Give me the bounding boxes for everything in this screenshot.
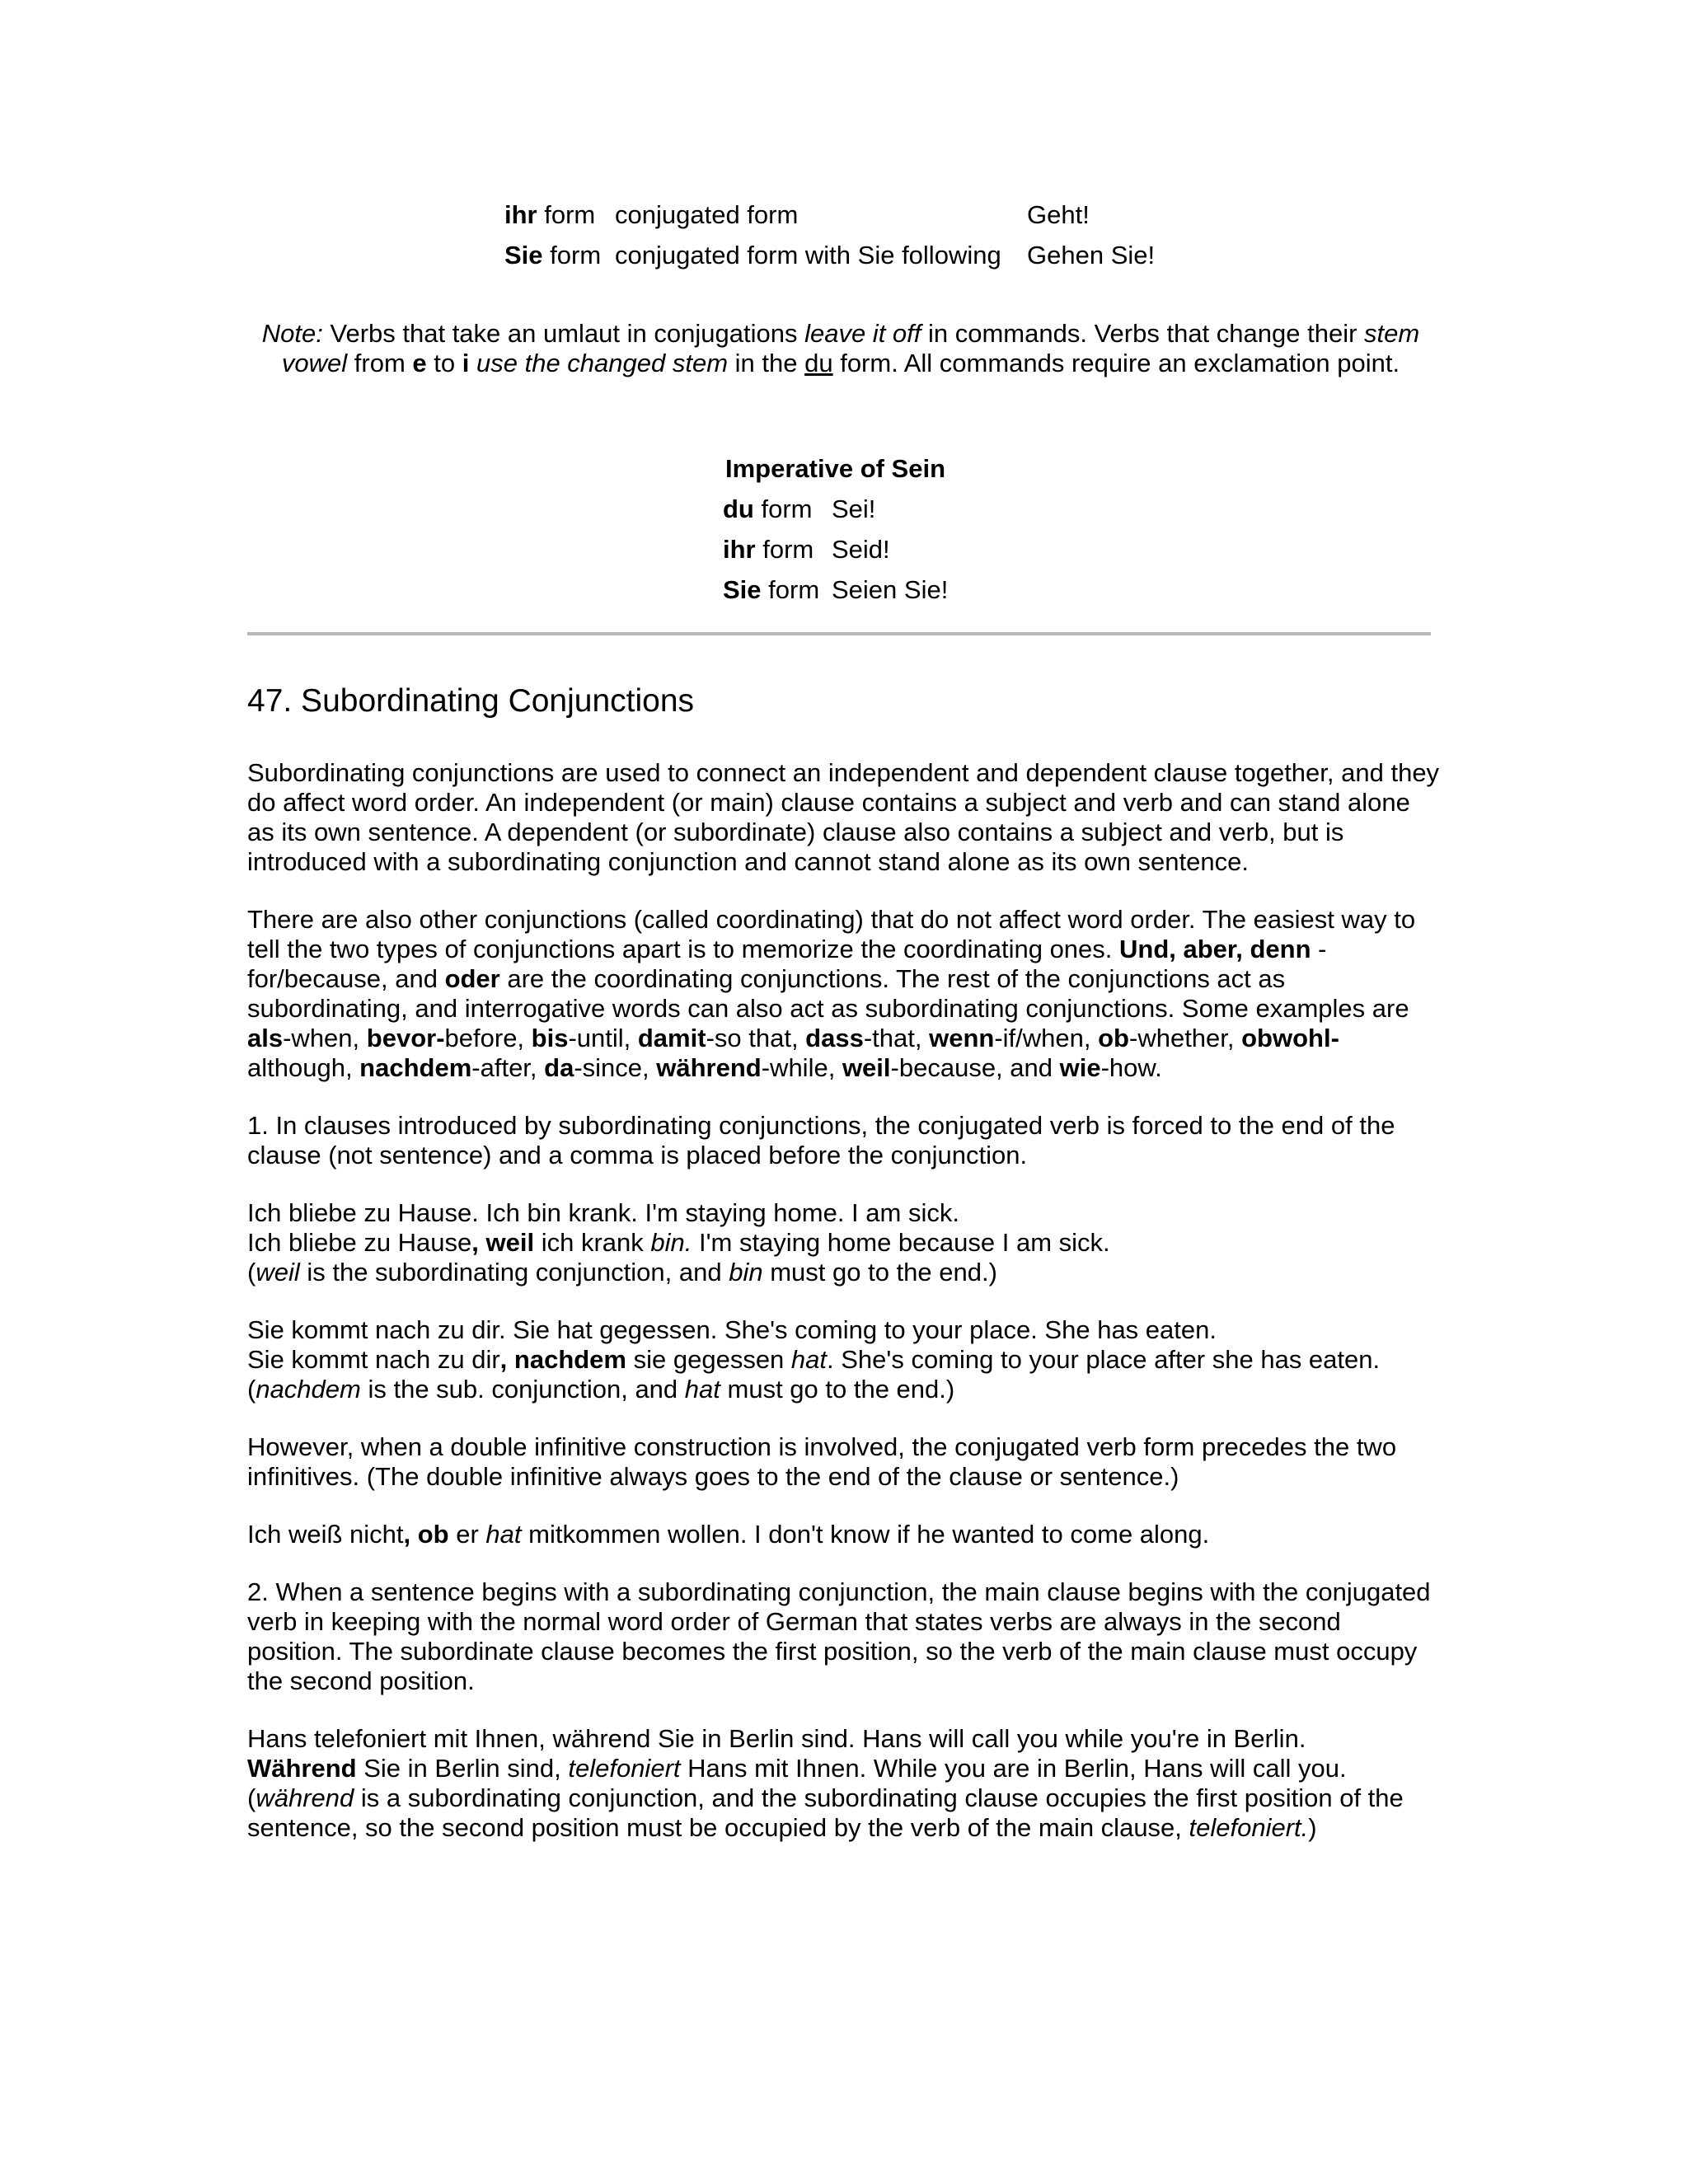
example-nachdem: Sie kommt nach zu dir. Sie hat gegessen. She's coming to your place. She has eaten. Sie kommt nach zu dir, nachdem sie gegessen hat. She's coming to your place after she has eaten. (nachdem is the sub. conjunction, and hat must go to the end.) bbox=[247, 1315, 1381, 1404]
section-divider bbox=[247, 632, 1431, 635]
section-heading: 47. Subordinating Conjunctions bbox=[247, 683, 695, 719]
table-row: Sie form Seien Sie! bbox=[723, 575, 949, 604]
table-row: du form Sei! bbox=[723, 494, 876, 523]
paragraph-conjunction-types: There are also other conjunctions (called coordinating) that do not affect word order. The easiest way to tell the two types of conjunctions apart is to memorize the coordinating ones. Und, aber, denn - for/because, and oder are the coordinating conjunctions. The rest of the conjunctions act as subordinating, and interrogative words can also act as subordinating conjunctions. Some examples are als-when, bevor-before, bis-until, damit-so that, dass-that, wenn-if/when, ob-whether, obwohl-although, nachdem-after, da-since, während-while, weil-because, and wie-how. bbox=[247, 905, 1416, 1082]
table-row: Sie form conjugated form with Sie following Gehen Sie! bbox=[504, 241, 1156, 269]
paragraph-double-infinitive: However, when a double infinitive construction is involved, the conjugated verb form precedes the two infinitives. (The double infinitive always goes to the end of the clause or sentence.) bbox=[247, 1432, 1397, 1491]
paragraph-rule-2: 2. When a sentence begins with a subordinating conjunction, the main clause begins with the conjugated verb in keeping with the normal word order of German that states verbs are always in the second position. The subordinate clause becomes the first position, so the verb of the main clause must occupy the second position. bbox=[247, 1577, 1431, 1695]
imperative-forms-table bbox=[504, 200, 1202, 281]
sein-table-title: Imperative of Sein bbox=[725, 454, 946, 483]
paragraph-rule-1: 1. In clauses introduced by subordinating conjunctions, the conjugated verb is forced to the end of the clause (not sentence) and a comma is placed before the conjunction. bbox=[247, 1111, 1395, 1169]
sein-table bbox=[723, 494, 958, 616]
imperative-note: Note: Verbs that take an umlaut in conjugations leave it off in commands. Verbs that change their stem vowel from e to i use the changed stem in the du form. All commands require an exclamation point. bbox=[261, 319, 1420, 377]
table-row: ihr form conjugated form Geht! bbox=[504, 200, 1090, 229]
example-weil: Ich bliebe zu Hause. Ich bin krank. I'm staying home. I am sick. Ich bliebe zu Hause, weil ich krank bin. I'm staying home because I am sick. (weil is the subordinating conjunction, and bin must go to the end.) bbox=[247, 1198, 1110, 1286]
example-waehrend: Hans telefoniert mit Ihnen, während Sie in Berlin sind. Hans will call you while you're in Berlin. Während Sie in Berlin sind, telefoniert Hans mit Ihnen. While you are in Berlin, Hans will call you. (während is a subordinating conjunction, and the subordinating clause occupies the first position of the sentence, so the second position must be occupied by the verb of the main clause, telefoniert.) bbox=[247, 1724, 1404, 1842]
example-ob: Ich weiß nicht, ob er hat mitkommen wollen. I don't know if he wanted to come along. bbox=[247, 1520, 1210, 1549]
paragraph-intro: Subordinating conjunctions are used to connect an independent and dependent clause together, and they do affect word order. An independent (or main) clause contains a subject and verb and can stand alone as its own sentence. A dependent (or subordinate) clause also contains a subject and verb, but is introduced with a subordinating conjunction and cannot stand alone as its own sentence. bbox=[247, 758, 1440, 876]
imperative-of-sein bbox=[723, 454, 958, 616]
section-content bbox=[247, 758, 1442, 1871]
table-row: ihr form Seid! bbox=[723, 535, 890, 564]
